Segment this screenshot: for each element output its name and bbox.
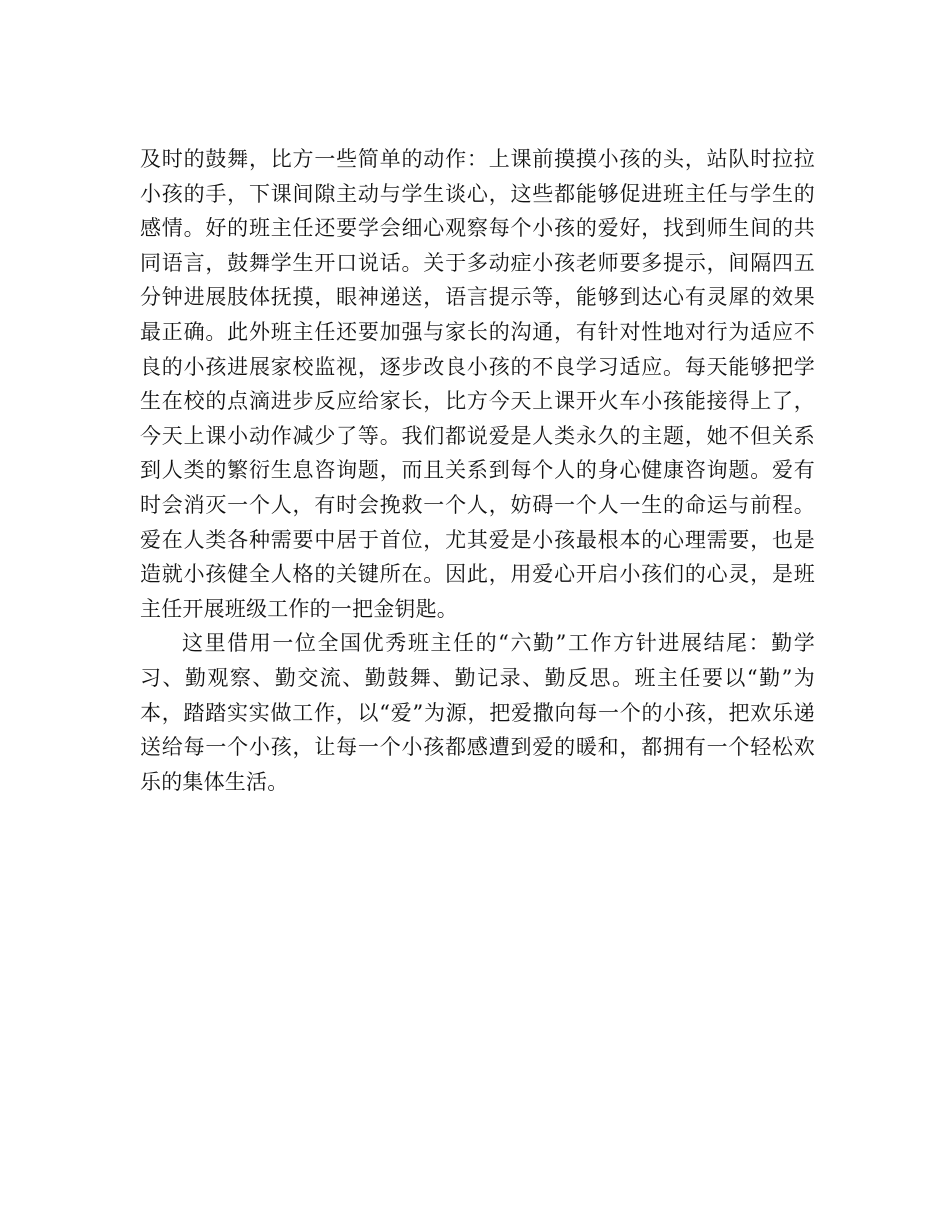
paragraph-continuation: 及时的鼓舞，比方一些简单的动作：上课前摸摸小孩的头，站队时拉拉小孩的手，下课间隙主动与学生谈心，这些都能够促进班主任与学生的感情。好的班主任还要学会细心观察每个小孩的爱好，找到师生间的共同语言，鼓舞学生开口说话。关于多动症小孩老师要多提示，间隔四五分钟进展肢体抚摸，眼神递送，语言提示等，能够到达心有灵犀的效果最正确。此外班主任还要加强与家长的沟通，有针对性地对行为适应不良的小孩进展家校监视，逐步改良小孩的不良学习适应。每天能够把学生在校的点滴进步反应给家长，比方今天上课开火车小孩能接得上了，今天上课小动作减少了等。我们都说爱是人类永久的主题，她不但关系到人类的繁衍生息咨询题，而且关系到每个人的身心健康咨询题。爱有时会消灭一个人，有时会挽救一个人，妨碍一个人一生的命运与前程。爱在人类各种需要中居于首位，尤其爱是小孩最根本的心理需要，也是造就小孩健全人格的关键所在。因此，用爱心开启小孩们的心灵，是班主任开展班级工作的一把金钥匙。 <box>140 147 815 621</box>
document-body <box>140 142 815 799</box>
paragraph-conclusion: 这里借用一位全国优秀班主任的“六勤”工作方针进展结尾：勤学习、勤观察、勤交流、勤鼓舞、勤记录、勤反思。班主任要以“勤”为本，踏踏实实做工作，以“爱”为源，把爱撒向每一个的小孩，把欢乐递送给每一个小孩，让每一个小孩都感遭到爱的暖和，都拥有一个轻松欢乐的集体生活。 <box>140 631 815 794</box>
